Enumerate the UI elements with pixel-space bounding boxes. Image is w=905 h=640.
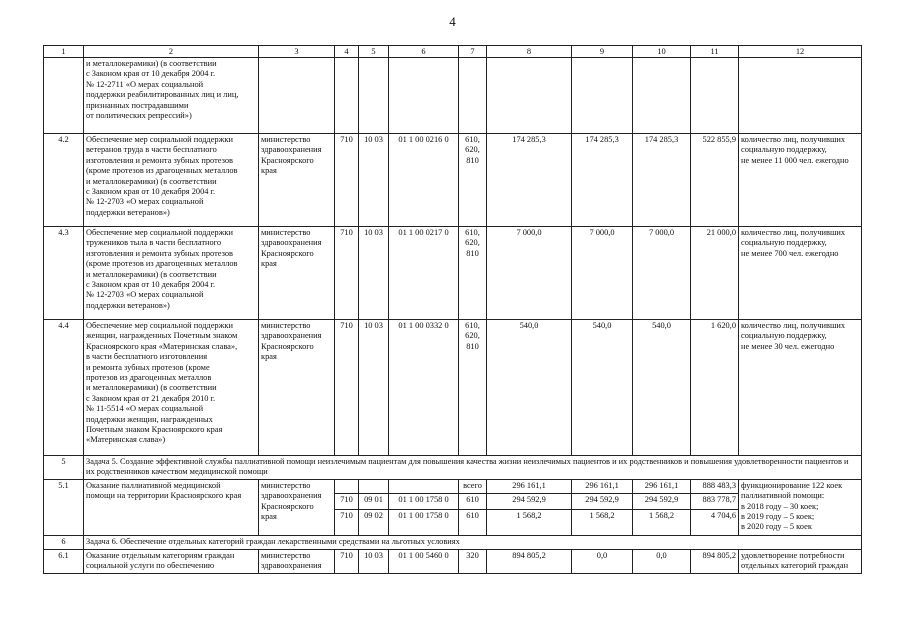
amount-2018: 296 161,1: [487, 479, 572, 493]
amount-2019: 174 285,3: [572, 134, 633, 227]
row-number: 4.2: [44, 134, 84, 227]
csr-code: 01 1 00 1758 0: [389, 493, 459, 509]
column-number-row: [44, 46, 862, 58]
column-number: 7: [459, 46, 487, 58]
csr-code: 01 1 00 0332 0: [389, 320, 459, 456]
table-row: [44, 227, 862, 320]
amount-total: 21 000,0: [691, 227, 739, 320]
column-number: 12: [739, 46, 862, 58]
csr-code: 01 1 00 0217 0: [389, 227, 459, 320]
rzpr-code: 10 03: [359, 320, 389, 456]
row-number: 4.3: [44, 227, 84, 320]
measure-name: Обеспечение мер социальной поддержки тружеников тыла в части бесплатного изготовления и ремонта зубных протезов (кроме протезов из драгоценных металлов и металлокерамики) (в соответствии с Законом края от 10 декабря 2004 г. № 12-2703 «О мерах социальной поддержки ветеранов»): [84, 227, 259, 320]
measure-name: и металлокерамики) (в соответствии с Законом края от 10 декабря 2004 г. № 12-2711 «О мерах социальной поддержки реабилитированных лиц и лиц, признанных пострадавшими от политических репрессий»): [84, 58, 259, 134]
expected-result: функционирование 122 коек паллиативной помощи: в 2018 году – 30 коек; в 2019 году – 5 коек; в 2020 году – 5 коек: [739, 479, 862, 535]
column-number: 8: [487, 46, 572, 58]
amount-total: 883 778,7: [691, 493, 739, 509]
row-number: 6: [44, 535, 84, 549]
amount-2019: 1 568,2: [572, 509, 633, 535]
row-number: 4.4: [44, 320, 84, 456]
amount-2019: 294 592,9: [572, 493, 633, 509]
vr-code: 610, 620, 810: [459, 227, 487, 320]
page-number: 4: [449, 14, 456, 29]
amount-2020: 0,0: [633, 549, 691, 573]
table-row: [44, 320, 862, 456]
rzpr-code: 10 03: [359, 227, 389, 320]
responsible-body: министерство здравоохранения Красноярского края: [259, 479, 335, 535]
amount-2018: 894 805,2: [487, 549, 572, 573]
vr-code: 610, 620, 810: [459, 134, 487, 227]
table-row: [44, 134, 862, 227]
column-number: 5: [359, 46, 389, 58]
expected-result: количество лиц, получивших социальную поддержку, не менее 30 чел. ежегодно: [739, 320, 862, 456]
amount-total: 1 620,0: [691, 320, 739, 456]
table-row: [44, 58, 862, 134]
grbs-code: 710: [335, 134, 359, 227]
amount-2018: 294 592,9: [487, 493, 572, 509]
responsible-body: министерство здравоохранения Красноярского края: [259, 134, 335, 227]
column-number: 3: [259, 46, 335, 58]
csr-code: 01 1 00 0216 0: [389, 134, 459, 227]
expected-result: количество лиц, получивших социальную поддержку, не менее 700 чел. ежегодно: [739, 227, 862, 320]
rzpr-code: 09 01: [359, 493, 389, 509]
responsible-body: министерство здравоохранения Красноярского края: [259, 320, 335, 456]
grbs-code: 710: [335, 320, 359, 456]
rzpr-code: 10 03: [359, 549, 389, 573]
column-number: 2: [84, 46, 259, 58]
amount-2020: 1 568,2: [633, 509, 691, 535]
grbs-code: 710: [335, 227, 359, 320]
amount-2020: 294 592,9: [633, 493, 691, 509]
task-row: [44, 535, 862, 549]
column-number: 6: [389, 46, 459, 58]
total-label: всего: [459, 479, 487, 493]
amount-2018: 7 000,0: [487, 227, 572, 320]
amount-2018: 1 568,2: [487, 509, 572, 535]
vr-code: 610: [459, 493, 487, 509]
rzpr-code: 09 02: [359, 509, 389, 535]
column-number: 9: [572, 46, 633, 58]
amount-2020: 540,0: [633, 320, 691, 456]
amount-2020: 296 161,1: [633, 479, 691, 493]
amount-total: 4 704,6: [691, 509, 739, 535]
column-number: 1: [44, 46, 84, 58]
vr-code: 610: [459, 509, 487, 535]
amount-total: 894 805,2: [691, 549, 739, 573]
measure-name: Обеспечение мер социальной поддержки ветеранов труда в части бесплатного изготовления и ремонта зубных протезов (кроме протезов из драгоценных металлов и металлокерамики) (в соответствии с Законом края от 10 декабря 2004 г. № 12-2703 «О мерах социальной поддержки ветеранов»): [84, 134, 259, 227]
amount-2018: 174 285,3: [487, 134, 572, 227]
amount-2020: 174 285,3: [633, 134, 691, 227]
vr-code: 610, 620, 810: [459, 320, 487, 456]
expected-result: удовлетворение потребности отдельных категорий граждан: [739, 549, 862, 573]
row-number: 5: [44, 456, 84, 480]
vr-code: 320: [459, 549, 487, 573]
csr-code: 01 1 00 1758 0: [389, 509, 459, 535]
column-number: 10: [633, 46, 691, 58]
task-row: [44, 456, 862, 480]
row-number: 5.1: [44, 479, 84, 535]
csr-code: 01 1 00 5460 0: [389, 549, 459, 573]
row-number: 6.1: [44, 549, 84, 573]
amount-total: 522 855,9: [691, 134, 739, 227]
grbs-code: 710: [335, 493, 359, 509]
amount-2020: 7 000,0: [633, 227, 691, 320]
column-number: 4: [335, 46, 359, 58]
amount-2019: 540,0: [572, 320, 633, 456]
grbs-code: 710: [335, 549, 359, 573]
amount-2019: 296 161,1: [572, 479, 633, 493]
rzpr-code: 10 03: [359, 134, 389, 227]
measure-name: Обеспечение мер социальной поддержки женщин, награжденных Почетным знаком Красноярского края «Материнская слава», в части бесплатного изготовления и ремонта зубных протезов (кроме протезов из драгоценных металлов и металлокерамики) (в соответствии с Законом края от 21 декабря 2010 г. № 11-5514 «О мерах социальной поддержки женщин, награжденных Почетным знаком Красноярского края «Материнская слава»): [84, 320, 259, 456]
column-number: 11: [691, 46, 739, 58]
task-title: Задача 5. Создание эффективной службы паллиативной помощи неизлечимым пациентам для повышения качества жизни неизлечимых пациентов и их родственников и повышения удовлетворенности пациентов и их родственников качеством медицинской помощи: [84, 456, 862, 480]
amount-2018: 540,0: [487, 320, 572, 456]
table-row: [44, 549, 862, 573]
amount-total: 888 483,3: [691, 479, 739, 493]
grbs-code: 710: [335, 509, 359, 535]
expected-result: количество лиц, получивших социальную поддержку, не менее 11 000 чел. ежегодно: [739, 134, 862, 227]
amount-2019: 7 000,0: [572, 227, 633, 320]
measure-name: Оказание отдельным категориям граждан социальной услуги по обеспечению: [84, 549, 259, 573]
responsible-body: министерство здравоохранения Красноярского края: [259, 227, 335, 320]
program-measures-table: [43, 45, 862, 574]
responsible-body: министерство здравоохранения: [259, 549, 335, 573]
table-row: [44, 479, 862, 493]
amount-2019: 0,0: [572, 549, 633, 573]
measure-name: Оказание паллиативной медицинской помощи на территории Красноярского края: [84, 479, 259, 535]
task-title: Задача 6. Обеспечение отдельных категорий граждан лекарственными средствами на льготных условиях: [84, 535, 862, 549]
